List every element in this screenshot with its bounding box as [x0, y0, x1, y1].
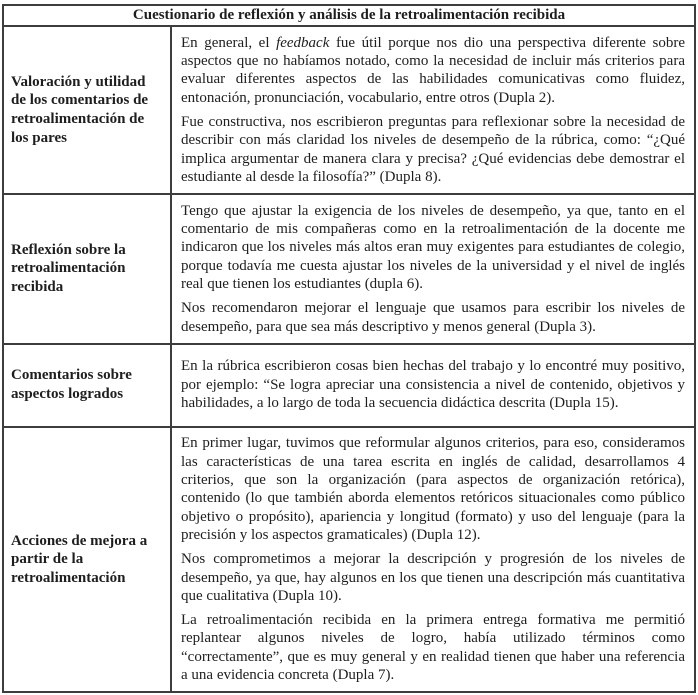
row-content-valoracion	[171, 26, 695, 194]
row-label-acciones: Acciones de mejora a partir de la retroalimentación	[3, 427, 171, 693]
paragraph: Nos recomendaron mejorar el lenguaje que usamos para escribir los niveles de desempeño, para que sea más descriptivo y menos general (Dupla 3).	[181, 300, 685, 335]
table-row	[3, 194, 695, 344]
table-title: Cuestionario de reflexión y análisis de la retroalimentación recibida	[3, 5, 695, 26]
paragraph: Tengo que ajustar la exigencia de los niveles de desempeño, ya que, tanto en el comentario de mis compañeras como en la retroalimentación de la docente me indicaron que los niveles más altos eran muy exigentes para estudiantes de colegio, porque todavía me cuesta ajustar los niveles de la universidad y el nivel de inglés real que tienen los estudiantes (dupla 6).	[181, 202, 685, 293]
table-title-row	[3, 5, 695, 26]
row-label-valoracion: Valoración y utilidad de los comentarios de retroalimentación de los pares	[3, 26, 171, 194]
paragraph: En primer lugar, tuvimos que reformular algunos criterios, para eso, consideramos las características de una tarea escrita en inglés de calidad, desarrollamos 4 criterios, que son la organización (para aspectos de organización retórica), contenido (lo que también aborda elementos retóricos situacionales como público objetivo o propósito), apariencia y longitud (formato) y uso del lenguaje (para la precisión y los aspectos gramaticales) (Dupla 12).	[181, 435, 685, 544]
row-content-acciones	[171, 427, 695, 693]
paragraph: Fue constructiva, nos escribieron preguntas para reflexionar sobre la necesidad de describir con más claridad los niveles de desempeño de la rúbrica, como: “¿Qué implica argumentar de manera clara y precisa? ¿Qué evidencias debe demostrar el estudiante al desde la filosofía?” (Dupla 8).	[181, 113, 685, 186]
row-content-reflexion	[171, 194, 695, 344]
paragraph: En la rúbrica escribieron cosas bien hechas del trabajo y lo encontré muy positivo, por ejemplo: “Se logra apreciar una consistencia a nivel de contenido, objetivos y habilidades, a lo largo de toda la secuencia didáctica descrita (Dupla 15).	[181, 358, 685, 412]
row-label-comentarios: Comentarios sobre aspectos logrados	[3, 344, 171, 427]
table	[2, 4, 696, 693]
paragraph: En general, el feedback fue útil porque nos dio una perspectiva diferente sobre aspectos que no habíamos notado, como la necesidad de incluir más criterios para evaluar diferentes aspectos de las habilidades comunicativas como fluidez, entonación, pronunciación, vocabulario, entre otros (Dupla 2).	[181, 34, 685, 106]
paragraph: La retroalimentación recibida en la primera entrega formativa me permitió replantear algunos niveles de logro, había utilizado términos como “correctamente”, que es muy general y en realidad tienen que haber una referencia a una evidencia concreta (Dupla 7).	[181, 612, 685, 684]
table-row	[3, 344, 695, 427]
table-row	[3, 26, 695, 194]
table-row	[3, 427, 695, 693]
row-label-reflexion: Reflexión sobre la retroalimentación recibida	[3, 194, 171, 344]
paragraph: Nos comprometimos a mejorar la descripción y progresión de los niveles de desempeño, ya que, hay algunos en los que tienen una descripción más cuantitativa que cualitativa (Dupla 10).	[181, 551, 685, 605]
row-content-comentarios	[171, 344, 695, 427]
